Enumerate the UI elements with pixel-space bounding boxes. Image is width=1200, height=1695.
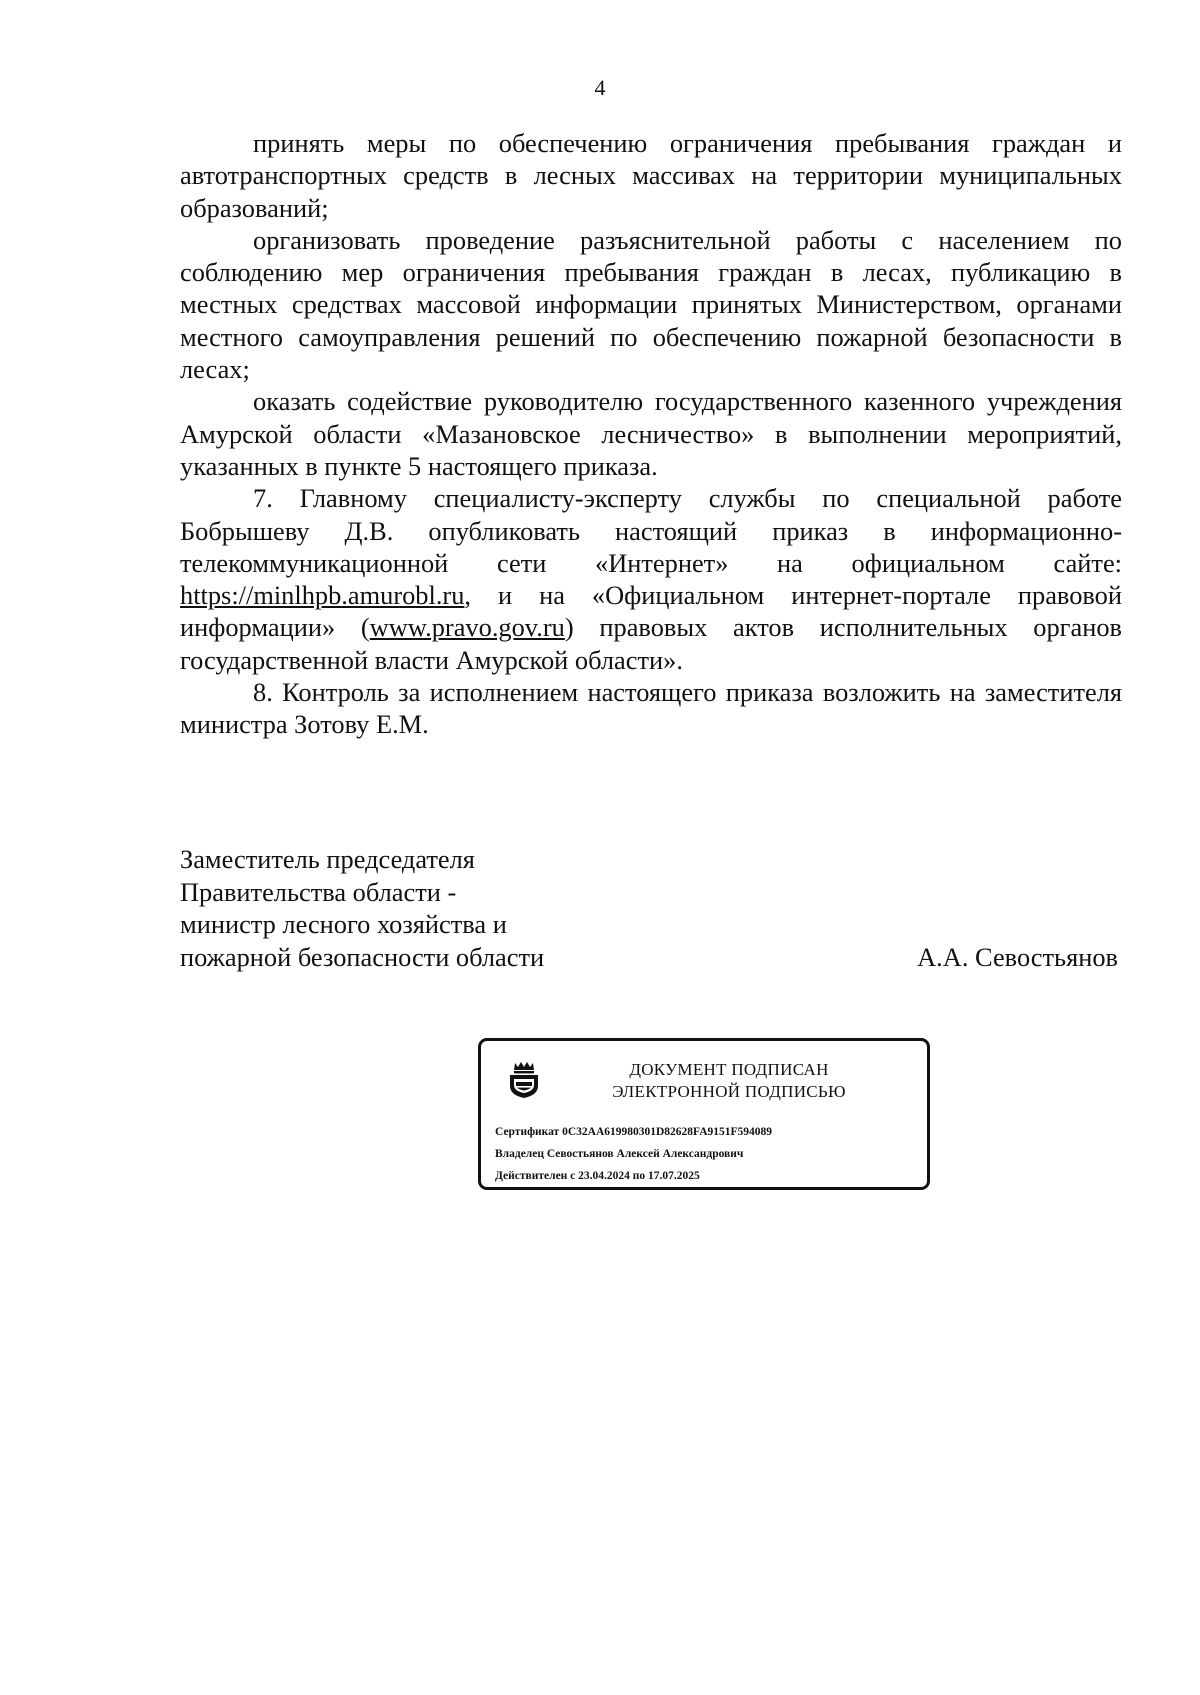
paragraph-item-8-control: 8. Контроль за исполнением настоящего приказа возложить на заместителя министра Зотову Е.М. <box>180 677 1122 740</box>
electronic-signature-stamp <box>478 1038 930 1190</box>
item-7-text-part2: , и на «Официальном интернет-портале правовой информации» ( <box>180 580 1122 643</box>
certificate-number: Сертификат 0C32AA619980301D82628FA9151F594089 <box>495 1126 773 1138</box>
paragraph-explanatory-work: организовать проведение разъяснительной работы с населением по соблюдению мер ограничения пребывания граждан в лесах, публикацию в местных средствах массовой информации принятых Министерством, органами местного самоуправления решений по обеспечению пожарной безопасности в лесах; <box>180 224 1122 385</box>
certificate-owner: Владелец Севостьянов Алексей Александрович <box>495 1148 744 1160</box>
signatory-title-line: министр лесного хозяйства и <box>180 909 507 939</box>
page-number: 4 <box>594 75 606 100</box>
paragraph-assist-forestry: оказать содействие руководителю государственного казенного учреждения Амурской области «Мазановское лесничество» в выполнении мероприятий, указанных в пункте 5 настоящего приказа. <box>180 386 1122 481</box>
stamp-heading-line: ДОКУМЕНТ ПОДПИСАН <box>629 1060 829 1079</box>
pravo-portal-link[interactable]: www.pravo.gov.ru <box>369 612 565 643</box>
stamp-details <box>495 1121 772 1187</box>
order-body <box>180 127 1122 741</box>
paragraph-item-7-publication <box>180 482 1122 676</box>
certificate-validity: Действителен с 23.04.2024 по 17.07.2025 <box>495 1170 700 1182</box>
coat-of-arms-icon <box>507 1059 541 1099</box>
item-7-text-part3: ) правовых актов исполнительных органов государственной власти Амурской области». <box>180 612 1122 675</box>
signature-block <box>180 843 1122 973</box>
stamp-heading <box>551 1059 907 1103</box>
stamp-heading-line: ЭЛЕКТРОННОЙ ПОДПИСЬЮ <box>612 1082 846 1101</box>
ministry-website-link[interactable]: https://minlhpb.amurobl.ru <box>180 580 465 611</box>
paragraph-restrict-access: принять меры по обеспечению ограничения пребывания граждан и автотранспортных средств в лесных массивах на территории муниципальных образований; <box>180 128 1122 223</box>
signatory-title-line: пожарной безопасности области <box>180 941 545 972</box>
signatory-name: А.А. Севостьянов <box>917 941 1118 972</box>
item-7-text-part1: 7. Главному специалисту-эксперту службы по специальной работе Бобрышеву Д.В. опубликовать настоящий приказ в информационно-телекоммуникационной сети «Интернет» на официальном сайте: <box>180 483 1122 578</box>
signatory-title-line: Заместитель председателя <box>180 844 475 874</box>
signatory-title-line: Правительства области - <box>180 876 457 907</box>
